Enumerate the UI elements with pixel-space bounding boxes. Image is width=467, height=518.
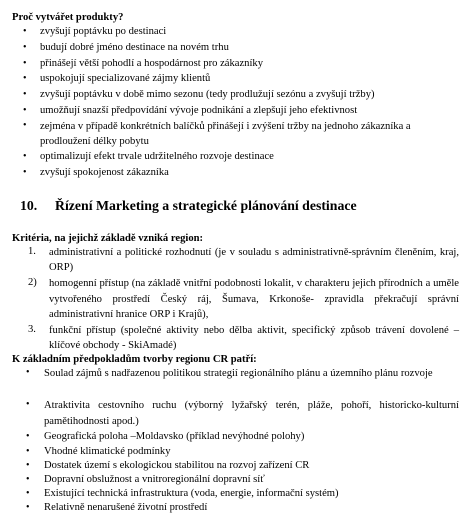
section-title-text: Řízení Marketing a strategické plánování destinace — [55, 198, 357, 213]
bullet-icon: • — [26, 367, 30, 378]
bullet-icon: • — [23, 105, 27, 116]
bullet-icon: • — [23, 73, 27, 84]
list-item-text: uspokojují specializované zájmy klientů — [40, 73, 211, 84]
bullet-icon: • — [23, 120, 27, 131]
list-item — [26, 430, 459, 444]
list-item — [26, 398, 459, 428]
bullet-icon: • — [23, 42, 27, 53]
list-item — [23, 57, 457, 71]
list-item-text: Geografická poloha –Moldavsko (příklad nevýhodné polohy) — [44, 431, 305, 442]
item-number: 3. — [28, 324, 36, 335]
item-text: funkční přístup (společné aktivity nebo dělba aktivit, specifický způsob trávení dovolené – klíčové obchody - SkiAmadé) — [49, 325, 459, 351]
prerequisites-heading: K základním předpokladům tvorby regionu CR patří: — [12, 354, 257, 365]
list-item-text: optimalizují efekt trvale udržitelného rozvoje destinace — [40, 151, 274, 162]
bullet-icon: • — [26, 431, 30, 442]
list-item-text: Existující technická infrastruktura (voda, energie, informační systém) — [44, 488, 339, 499]
bullet-icon: • — [23, 167, 27, 178]
list-item — [23, 119, 457, 149]
list-item-text: Relativně nenarušené životní prostředí — [44, 502, 208, 513]
bullet-icon: • — [23, 26, 27, 37]
criteria-heading: Kritéria, na jejichž základě vzniká region: — [12, 233, 204, 244]
bullet-icon: • — [26, 399, 30, 410]
list-item-text: budují dobré jméno destinace na novém trhu — [40, 42, 229, 53]
list-item-text: Vhodné klimatické podmínky — [44, 446, 171, 457]
item-number: 1. — [28, 246, 36, 257]
list-item — [23, 150, 457, 164]
list-item — [23, 25, 457, 39]
list-item — [23, 88, 457, 102]
section-title — [20, 199, 357, 213]
numbered-item — [28, 323, 459, 353]
bullet-icon: • — [26, 488, 30, 499]
list-item — [26, 366, 459, 396]
bullet-icon: • — [26, 474, 30, 485]
bullet-icon: • — [23, 151, 27, 162]
list-item — [23, 104, 457, 118]
bullet-icon: • — [23, 58, 27, 69]
list-item-text: přinášejí větší pohodlí a hospodárnost pro zákazníky — [40, 58, 264, 69]
list-item — [26, 501, 459, 515]
numbered-item — [28, 245, 459, 275]
list-item-text: zvyšují poptávku v době mimo sezonu (tedy prodlužují sezónu a zvyšují tržby) — [40, 89, 375, 100]
bullet-icon: • — [26, 460, 30, 471]
list-item — [26, 445, 459, 459]
list-item — [23, 166, 457, 180]
item-text: homogenní přístup (na základě vnitřní podobnosti lokalit, v charakteru jejich přírodních a uměle vytvořeného prostředí Český ráj, Šumava, Krkonoše- zpravidla překračují správní administrativní hranice ORP i Krajů), — [49, 278, 459, 320]
item-number: 2) — [28, 277, 37, 288]
list-item-text: Atraktivita cestovního ruchu (výborný lyžařský terén, pláže, pohoří, historicko-kulturní pamětihodnosti apod.) — [44, 400, 459, 427]
numbered-item — [28, 276, 459, 322]
list-item — [23, 41, 457, 55]
bullet-icon: • — [26, 502, 30, 513]
list-item-text: Soulad zájmů s nadřazenou politikou strategií regionálního plánu a územního plánu rozvoje — [44, 368, 433, 379]
list-item-text: Dostatek území s ekologickou stabilitou na rozvoj zařízení CR — [44, 460, 310, 471]
bullet-icon: • — [23, 89, 27, 100]
list-item — [26, 459, 459, 473]
bullet-icon: • — [26, 446, 30, 457]
list-item-text: umožňují snazší předpovídání vývoje podnikání a zlepšují jeho efektivnost — [40, 105, 358, 116]
list-item-text: zvyšují poptávku po destinaci — [40, 26, 167, 37]
list-item-text: zvyšují spokojenost zákazníka — [40, 167, 169, 178]
list-item — [26, 473, 459, 487]
list-item — [23, 72, 457, 86]
item-text: administrativní a politické rozhodnutí (je v souladu s administrativně-správním členěním, kraj, ORP) — [49, 247, 459, 273]
list-item-text: zejména v případě konkrétních balíčků přinášejí i zvýšení tržby na jednoho zákazníka a prodloužení délky pobytu — [40, 121, 411, 147]
section-number: 10. — [20, 198, 38, 213]
list-item-text: Dopravní obslužnost a vnitroregionální dopravní síť — [44, 474, 265, 485]
list-item — [26, 487, 459, 501]
why-products-heading: Proč vytvářet produkty? — [12, 12, 124, 23]
